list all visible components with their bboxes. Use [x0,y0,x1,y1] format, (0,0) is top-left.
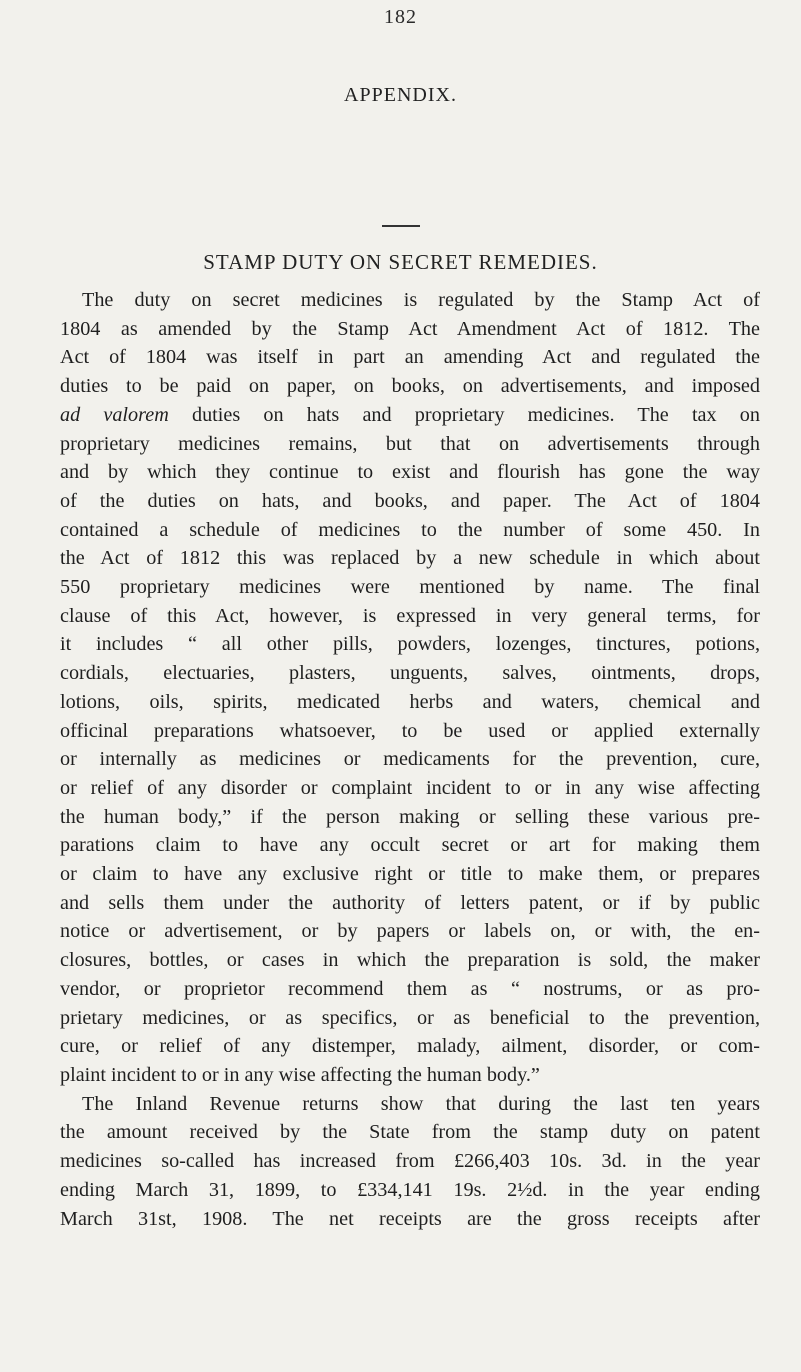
paragraph-line-rest: duties on hats and proprietary medicines. The tax on [168,403,760,426]
body-text [60,286,760,1233]
paragraph-line: ending March 31, 1899, to £334,141 19s. 2½d. in the year ending [60,1178,760,1201]
paragraph-line: cure, or relief of any distemper, malady, ailment, disorder, or com- [60,1035,760,1058]
paragraph-line: or internally as medicines or medicaments for the prevention, cure, [60,748,760,771]
paragraph-line: clause of this Act, however, is expressed in very general terms, for [60,604,760,627]
paragraph-line: and sells them under the authority of letters patent, or if by public [60,891,760,914]
appendix-heading: APPENDIX. [344,84,457,106]
paragraph-line: closures, bottles, or cases in which the preparation is sold, the maker [60,949,760,972]
paragraph-line: officinal preparations whatsoever, to be used or applied externally [60,719,760,742]
paragraph-line: vendor, or proprietor recommend them as “ nostrums, or as pro- [60,977,760,1000]
paragraph-line: duties to be paid on paper, on books, on advertisements, and imposed [60,375,760,398]
page-number: 182 [384,6,417,28]
paragraph-line: the Act of 1812 this was replaced by a new schedule in which about [60,547,760,570]
paragraph-line: prietary medicines, or as specifics, or as beneficial to the prevention, [60,1006,760,1029]
paragraph-line: the human body,” if the person making or selling these various pre- [60,805,760,828]
paragraph-line: The duty on secret medicines is regulated by the Stamp Act of [82,289,760,311]
paragraph-line: it includes “ all other pills, powders, lozenges, tinctures, potions, [60,633,760,656]
section-title: STAMP DUTY ON SECRET REMEDIES. [203,250,598,274]
paragraph-line: medicines so-called has increased from £266,403 10s. 3d. in the year [60,1150,760,1173]
paragraph-line: and by which they continue to exist and flourish has gone the way [60,461,760,484]
paragraph-line: parations claim to have any occult secret or art for making them [60,834,760,857]
paragraph-line: plaint incident to or in any wise affecting the human body.” [60,1063,540,1086]
paragraph-line: The Inland Revenue returns show that during the last ten years [82,1092,760,1115]
paragraph-line: or claim to have any exclusive right or title to make them, or prepares [60,863,760,886]
section-divider [382,225,420,227]
paragraph-line: Act of 1804 was itself in part an amending Act and regulated the [60,346,760,369]
paragraph-line: contained a schedule of medicines to the number of some 450. In [60,518,760,541]
paragraph-line: 1804 as amended by the Stamp Act Amendment Act of 1812. The [60,317,760,340]
paragraph-line: lotions, oils, spirits, medicated herbs and waters, chemical and [60,690,760,713]
paragraph-line: 550 proprietary medicines were mentioned by name. The final [60,576,760,599]
paragraph-line: notice or advertisement, or by papers or labels on, or with, the en- [60,920,760,943]
paragraph-line: or relief of any disorder or complaint incident to or in any wise affecting [60,776,760,799]
paragraph-line: of the duties on hats, and books, and paper. The Act of 1804 [60,489,760,512]
latin-phrase: ad valorem [60,403,169,426]
paragraph-line: March 31st, 1908. The net receipts are the gross receipts after [60,1207,760,1230]
paragraph-line: cordials, electuaries, plasters, unguents, salves, ointments, drops, [60,662,760,685]
paragraph-line [60,401,760,430]
paragraph-line: the amount received by the State from the stamp duty on patent [60,1121,760,1144]
paragraph-line: proprietary medicines remains, but that on advertisements through [60,432,760,455]
